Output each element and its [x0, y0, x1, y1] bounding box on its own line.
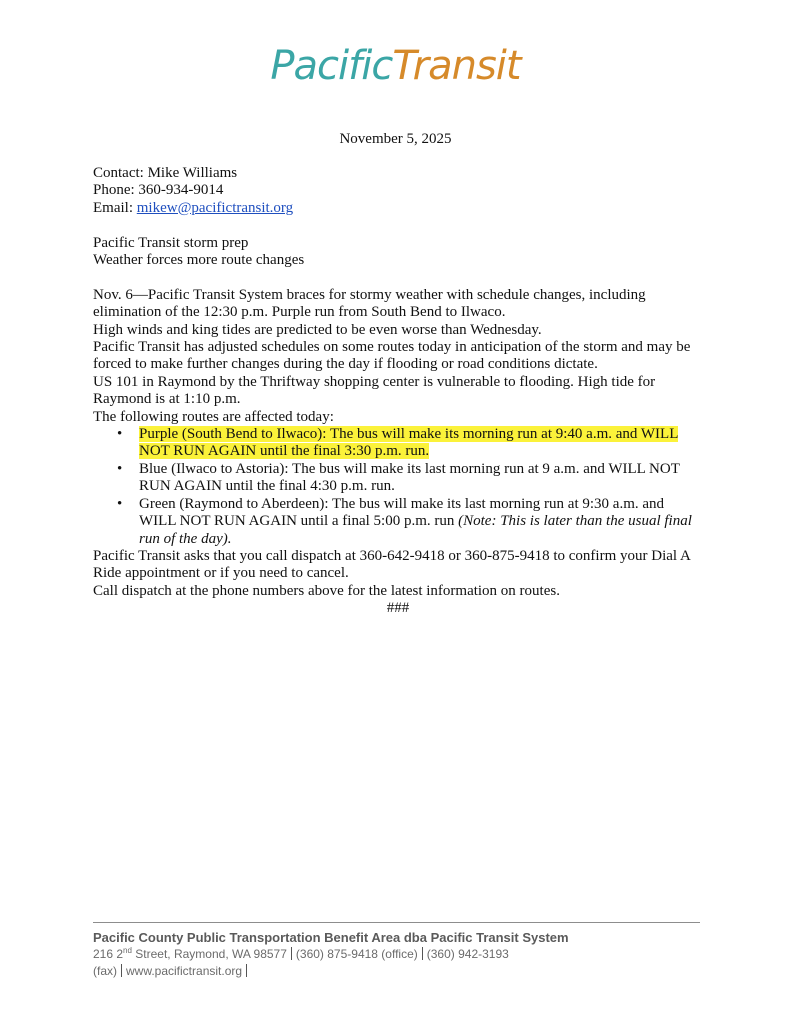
email-label: Email:: [93, 199, 137, 216]
footer-org-name: Pacific County Public Transportation Benefit Area dba Pacific Transit System: [93, 930, 569, 945]
route-text-purple: Purple (South Bend to Ilwaco): The bus will make its morning run at 9:40 a.m. and WILL NOT RUN AGAIN until the final 3:30 p.m. run.: [139, 426, 679, 460]
separator: [246, 964, 247, 977]
paragraph-flooding: US 101 in Raymond by the Thriftway shopping center is vulnerable to flooding. High tide for Raymond is at 1:10 p.m.: [93, 373, 656, 408]
footer-website[interactable]: www.pacifictransit.org: [126, 964, 243, 978]
paragraph-winds: High winds and king tides are predicted to be even worse than Wednesday.: [93, 321, 542, 338]
headline-line-1: Pacific Transit storm prep: [93, 234, 249, 251]
separator: [121, 964, 122, 977]
bullet-icon: •: [117, 460, 123, 477]
route-note-green: (Note: This is later than the usual final run of the day).: [139, 513, 692, 547]
footer-fax-number: (360) 942-3193: [426, 947, 509, 961]
route-text-blue: Blue (Ilwaco to Astoria): The bus will make its last morning run at 9 a.m. and WILL NOT RUN AGAIN until the final 4:30 p.m. run.: [139, 460, 680, 495]
footer-address-ordinal: nd: [123, 946, 132, 955]
contact-phone: Phone: 360-934-9014: [93, 182, 224, 199]
logo-part-pacific: Pacific: [270, 43, 393, 89]
footer-address-street: Street, Raymond, WA 98577: [131, 947, 287, 961]
separator: [422, 947, 423, 960]
end-mark: ###: [386, 600, 410, 617]
logo-part-transit: Transit: [392, 43, 521, 89]
route-list: [93, 426, 703, 548]
paragraph-intro: Nov. 6—Pacific Transit System braces for stormy weather with schedule changes, including elimination of the 12:30 p.m. Purple run from South Bend to Ilwaco.: [93, 286, 646, 321]
letterhead-footer: [93, 922, 700, 980]
route-item-green: [117, 495, 703, 548]
paragraph-schedules: Pacific Transit has adjusted schedules on some routes today in anticipation of the storm and may be forced to make further changes during the day if flooding or road conditions dictate.: [93, 339, 691, 373]
contact-email-line: [93, 200, 703, 217]
footer-address-line: [93, 946, 700, 963]
route-item-blue: [117, 460, 703, 496]
pacific-transit-logo: [0, 38, 791, 94]
press-release-body: [93, 165, 703, 618]
footer-phone-office: (360) 875-9418 (office): [295, 947, 418, 961]
headline-line-2: Weather forces more route changes: [93, 252, 305, 269]
separator: [291, 947, 292, 960]
press-release-date: November 5, 2025: [339, 131, 452, 147]
footer-web-line: [93, 963, 700, 980]
bullet-icon: •: [117, 426, 123, 443]
route-item-purple: [117, 426, 703, 461]
footer-address-number: 216 2: [93, 947, 124, 961]
bullet-icon: •: [117, 495, 123, 512]
contact-name: Contact: Mike Williams: [93, 165, 238, 181]
route-text-green: Green (Raymond to Aberdeen): The bus will make its last morning run at 9:30 a.m. and WILL NOT RUN AGAIN until a final 5:00 p.m. run: [139, 495, 665, 530]
paragraph-dispatch: Pacific Transit asks that you call dispatch at 360-642-9418 or 360-875-9418 to confirm your Dial A Ride appointment or if you need to cancel.: [93, 547, 690, 582]
footer-fax-label: (fax): [93, 964, 117, 978]
email-link[interactable]: mikew@pacifictransit.org: [136, 199, 294, 216]
paragraph-latest-info: Call dispatch at the phone numbers above for the latest information on routes.: [93, 582, 560, 599]
paragraph-routes-intro: The following routes are affected today:: [93, 408, 334, 425]
